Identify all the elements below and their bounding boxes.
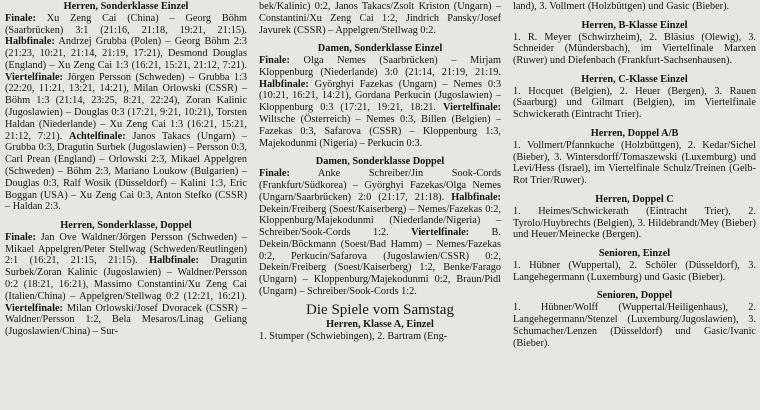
- section-heading: Herren, Doppel A/B: [590, 128, 679, 140]
- result-paragraph: [259, 331, 501, 343]
- section-heading: Herren, Klasse A, Einzel: [326, 318, 434, 330]
- section-heading: Herren, B-Klasse Einzel: [581, 19, 688, 31]
- section-heading: Herren, Sonderklasse Einzel: [63, 1, 189, 12]
- result-text: 1. Heimes/Schwickerath (Eintracht Trier), 2. Tyrolo/Huybrechts (Belgien), 3. Hildebrandt/Mey (Bieber) und Heuer/Meinecke (Bergen).: [513, 205, 756, 241]
- section-heading: Senioren, Doppel: [596, 290, 673, 302]
- column-2: [259, 1, 501, 342]
- round-label: Halbfinale:: [149, 255, 199, 267]
- result-paragraph: [259, 168, 501, 298]
- result-text: 1. Stumper (Schwiebingen), 2. Bartram (Eng-: [259, 330, 448, 342]
- result-text: 1. Vollmert/Pfannkuche (Holzbüttgen), 2. Kedar/Sichel (Bieber), 3. Wintersdorff/Tomaszewski (Luxemburg) und Levi/Hess (Israel), im Viertelfinale Schulz/Treinen (Gelb-Rot Trier/Ruwer).: [513, 139, 756, 187]
- result-paragraph: [513, 140, 756, 187]
- result-text: Olga Nemes (Saarbrücken) – Mirjam Kloppenburg (Niederlande) 3:0 (21:14, 21:19, 21:19.: [259, 55, 501, 78]
- round-label: Viertelfinale:: [443, 102, 501, 114]
- result-paragraph: [513, 86, 756, 121]
- result-text: 1. R. Meyer (Schwirzheim), 2. Bläsius (Olewig), 3. Schneider (Mündersbach), im Viertelfinale Marxen (Ruwer) und Diefenbach (Frankfurt-Sachsenhausen).: [513, 31, 756, 67]
- round-label: Finale:: [5, 12, 36, 24]
- result-paragraph: [513, 32, 756, 67]
- result-text: Janos Takacs (Ungarn) – Grubba 0:3, Dragutin Surbek (Jugoslawien) – Persson 0:3, Carl Prean (England) – Orlowski 2:3, Mikael Appelgren (Schweden) – Böhm 2:3, Mariano Loukow (Bulgarien) – Douglas 0:3, Ralf Wosik (Düsseldorf) – Kalini 1:3, Eric Boggan (USA) – Xu Zeng Cai 0:3, Anton Stefko (CSSR) – Haldan 2:3.: [5, 130, 247, 213]
- section-heading: Herren, Doppel C: [595, 193, 674, 205]
- round-label: Halbfinale:: [5, 36, 55, 48]
- result-text: Anke Schreiber/Jin Sook-Cords (Frankfurt/Südkorea) – Györghyi Fazekas/Olga Nemes (Ungarn/Saarbrücken) 2:0 (21:17, 21:18).: [259, 168, 501, 203]
- result-text: Andrzej Grubba (Polen) – Georg Böhm 2:3 (21:23, 10:21, 21:14, 21:19, 17:21), Desmond Douglas (England) – Xu Zeng Cai 1:3 (16:21, 15:21, 21:12, 7:21).: [5, 36, 247, 71]
- result-paragraph: [5, 13, 247, 213]
- result-text: 1. Hocquet (Belgien), 2. Heuer (Bergen), 3. Rauen (Saarburg) und Gilmart (Belgien), im Viertelfinale Schwickerath (Eintracht Trier).: [513, 85, 756, 121]
- result-text: Xu Zeng Cai (China) – Georg Böhm (Saarbrücken) 3:1 (21:16, 21:18, 19:21, 21:15).: [5, 12, 247, 36]
- result-text: 1. Hübner (Wuppertal), 2. Schöler (Düsseldorf), 3. Langehegermann (Luxemburg) und Gasic (Bieber).: [513, 259, 756, 283]
- result-text: Dekein/Freiberg (Soest/Kaiserberg) – Nemes/Fazekas 0:2, Kloppenburg/Majekodunmi (Niederlande/Nigeria) – Schreiber/Sook-Cords 1:2.: [259, 203, 501, 239]
- result-paragraph: [513, 302, 756, 349]
- round-label: Finale:: [5, 231, 36, 243]
- result-paragraph: [513, 1, 756, 13]
- result-paragraph: [513, 260, 756, 284]
- result-text: B. Dekein/Böckmann (Soest/Bad Hamm) – Nemes/Fazekas 0:2, Perkucin/Safarova (Jugoslawien/CSSR) 0:2, Dekein/Freiberg (Soest/Kaiserberg) 1:2, Benke/Farago (Ungarn) – Kloppenburg/Majekodunmi 0:2, Braun/Pidl (Ungarn) – Schreiber/Sook-Cords 1:2.: [259, 227, 501, 297]
- round-label: Halbfinale:: [451, 191, 501, 203]
- round-label: Viertelfinale:: [5, 71, 63, 83]
- result-paragraph: [513, 206, 756, 241]
- round-label: Achtelfinale:: [69, 130, 126, 142]
- round-label: Finale:: [259, 55, 290, 67]
- section-heading: Herren, Sonderklasse, Doppel: [60, 220, 192, 232]
- result-text: Györghyi Fazekas (Ungarn) – Nemes 0:3 (10:21, 16:21, 14:21), Gordana Perkucin (Jugoslawien) – Kloppenburg 0:3 (17:21, 19:21, 18:21.: [259, 78, 501, 114]
- round-label: Viertelfinale:: [5, 302, 63, 314]
- result-text: 1. Hübner/Wolff (Wuppertal/Heiligenhaus), 2. Langehegermann/Stenzel (Luxemburg/Jugoslawien), 3. Schumacher/Lenzen (Düsseldorf) und Gasic/Ivanic (Bieber).: [513, 302, 756, 349]
- result-text: Wiltsche (Österreich) – Nemes 0:3, Billen (Belgien) – Fazekas 0:3, Safarova (CSSR) – Kloppenburg 1:3, Majekodunmi (Nigeria) – Perkucin 0:3.: [259, 114, 501, 149]
- round-label: Finale:: [259, 168, 290, 180]
- column-1: [5, 1, 247, 338]
- section-heading: Senioren, Einzel: [598, 248, 671, 260]
- result-text: Jan Ove Waldner/Jörgen Persson (Schweden) – Mikael Appelgren/Peter Stellwag (Schweden/Reutlingen) 2:1 (16:21, 21:15, 21:15).: [5, 231, 247, 267]
- result-text: Jörgen Persson (Schweden) – Grubba 1:3 (22:20, 11:21, 13:21, 14:21), Milan Orlowski (CSSR) – Böhm 1:3 (21:14, 23:25, 8:21, 22:24), Zoran Kalinic (Jugoslawien) – Douglas 0:3 (17:21, 9:21, 10:21), Torsten Haldan (Niederlande) – Xu Zeng Cai 1:3 (16:21, 15:21, 21:12, 7:21).: [5, 71, 247, 142]
- result-text: bek/Kalinic) 0:2, Janos Takacs/Zsolt Kriston (Ungarn) – Constantini/Xu Zeng Cai 1:2, Jindrich Pansky/Josef Javurek (CSSR) – Appelgren/Stellwag 0:2.: [259, 1, 501, 36]
- result-paragraph: [5, 232, 247, 338]
- round-label: Viertelfinale:: [411, 227, 470, 239]
- result-text: land), 3. Vollmert (Holzbüttgen) und Gasic (Bieber).: [513, 1, 730, 12]
- section-heading: Herren, C-Klasse Einzel: [581, 73, 688, 85]
- result-text: Milan Orlowski/Josef Dvoracek (CSSR) – Waldner/Persson 1:2, Bela Mesaros/Linag Geliang (Jugoslawien/China) – Sur-: [5, 302, 247, 338]
- section-heading: Damen, Sonderklasse Einzel: [317, 43, 443, 55]
- round-label: Halbfinale:: [259, 78, 309, 90]
- section-title: Die Spiele vom Samstag: [306, 301, 454, 318]
- result-text: Dragutin Surbek/Zoran Kalinic (Jugoslawien) – Waldner/Persson 0:2 (18:21, 16:21), Massimo Constantini/Xu Zeng Cai (Italien/China) – Appelgren/Stellwag 0:2 (12:21, 16:21).: [5, 255, 247, 302]
- result-paragraph: [259, 55, 501, 149]
- section-heading: Damen, Sonderklasse Doppel: [315, 156, 445, 168]
- column-3: [513, 1, 756, 349]
- result-paragraph: [259, 1, 501, 36]
